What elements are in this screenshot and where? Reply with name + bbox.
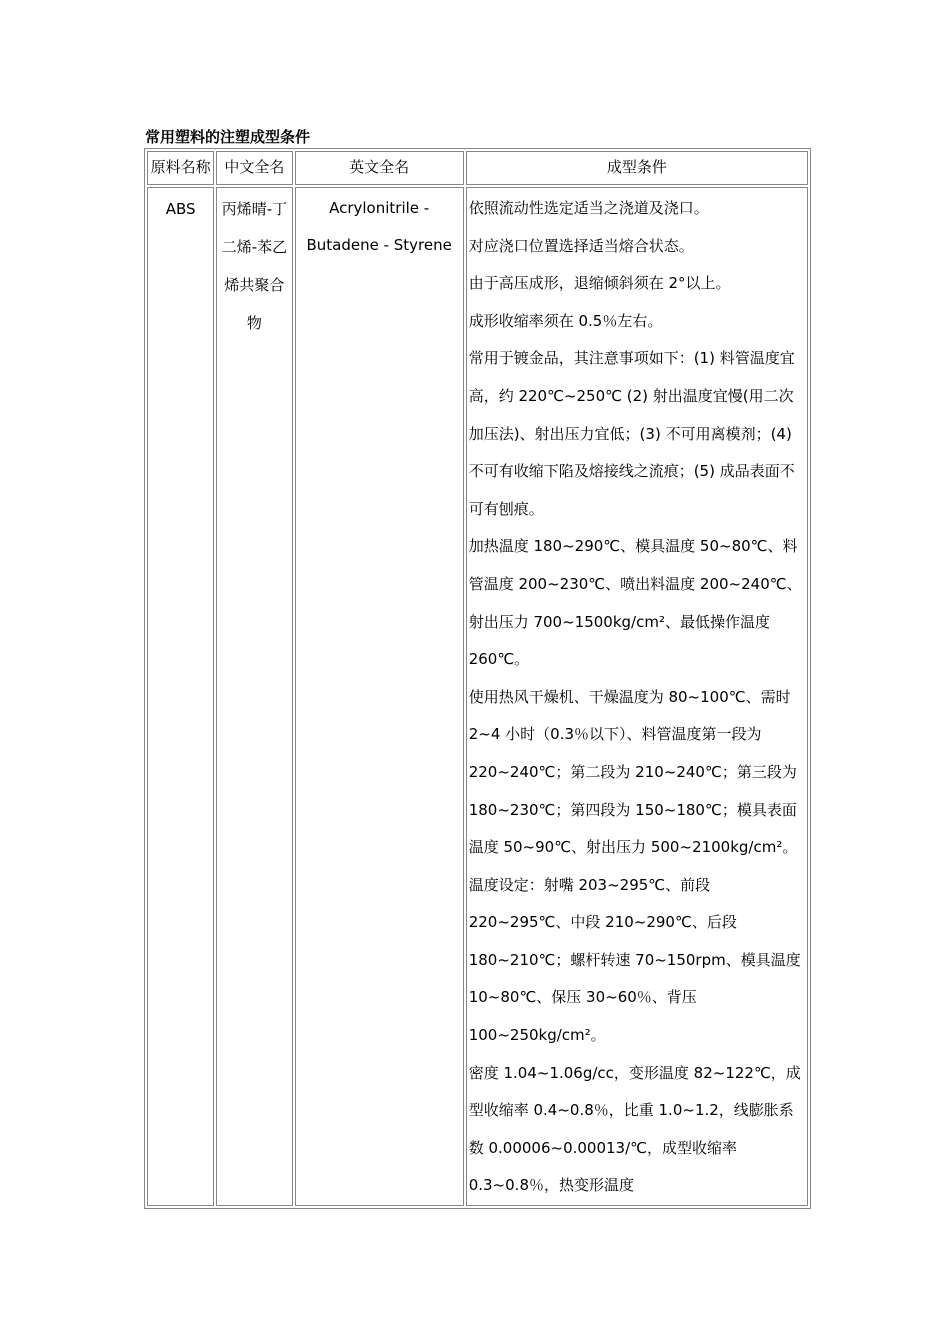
header-row xyxy=(147,151,808,185)
condition-paragraph: 密度 1.04~1.06g/cc，变形温度 82~122℃，成型收缩率 0.4~0.8％，比重 1.0~1.2，线膨胀系数 0.00006~0.00013/℃，成型收缩率 0.3~0.8％，热变形温度 xyxy=(468,1063,801,1195)
table-body xyxy=(147,187,808,1206)
english-name-cell: Acrylonitrile - Butadene - Styrene xyxy=(295,187,464,1206)
document-title: 常用塑料的注塑成型条件 xyxy=(145,128,311,146)
condition-paragraph: 对应浇口位置选择适当熔合状态。 xyxy=(468,236,694,255)
condition-paragraph: 使用热风干燥机、干燥温度为 80~100℃、需时 2~4 小时（0.3％以下）、料管温度第一段为 220~240℃；第二段为 210~240℃；第三段为 180~230℃；第四段为 150~180℃；模具表面温度 50~90℃、射出压力 500~2100kg/cm²。 xyxy=(468,687,798,857)
material-cell: ABS xyxy=(147,187,214,1206)
condition-paragraph: 由于高压成形，退缩倾斜须在 2°以上。 xyxy=(468,274,731,293)
condition-paragraph: 依照流动性选定适当之浇道及浇口。 xyxy=(468,199,709,217)
table-header xyxy=(147,151,808,185)
header-material: 原料名称 xyxy=(147,151,214,185)
header-conditions: 成型条件 xyxy=(466,151,808,185)
header-english-name: 英文全名 xyxy=(295,151,464,185)
condition-paragraph: 温度设定：射嘴 203~295℃、前段 220~295℃、中段 210~290℃、后段 180~210℃；螺杆转速 70~150rpm、模具温度 10~80℃、保压 30~60％、背压 100~250kg/cm²。 xyxy=(468,875,801,1045)
table-row xyxy=(147,187,808,1206)
condition-paragraph: 成形收缩率须在 0.5％左右。 xyxy=(468,311,663,330)
header-chinese-name: 中文全名 xyxy=(216,151,292,185)
condition-paragraph: 加热温度 180~290℃、模具温度 50~80℃、料管温度 200~230℃、喷出料温度 200~240℃、射出压力 700~1500kg/cm²、最低操作温度 260℃。 xyxy=(468,537,802,669)
conditions-cell xyxy=(466,187,808,1206)
condition-paragraph: 常用于镀金品，其注意事项如下：(1) 料管温度宜高，约 220℃~250℃ (2) 射出温度宜慢(用二次加压法)、射出压力宜低；(3) 不可用离模剂；(4) 不可有收缩下陷及熔接线之流痕；(5) 成品表面不可有刨痕。 xyxy=(468,349,795,518)
chinese-name-cell: 丙烯晴-丁二烯-苯乙烯共聚合物 xyxy=(216,187,292,1206)
molding-conditions-table xyxy=(144,148,811,1209)
